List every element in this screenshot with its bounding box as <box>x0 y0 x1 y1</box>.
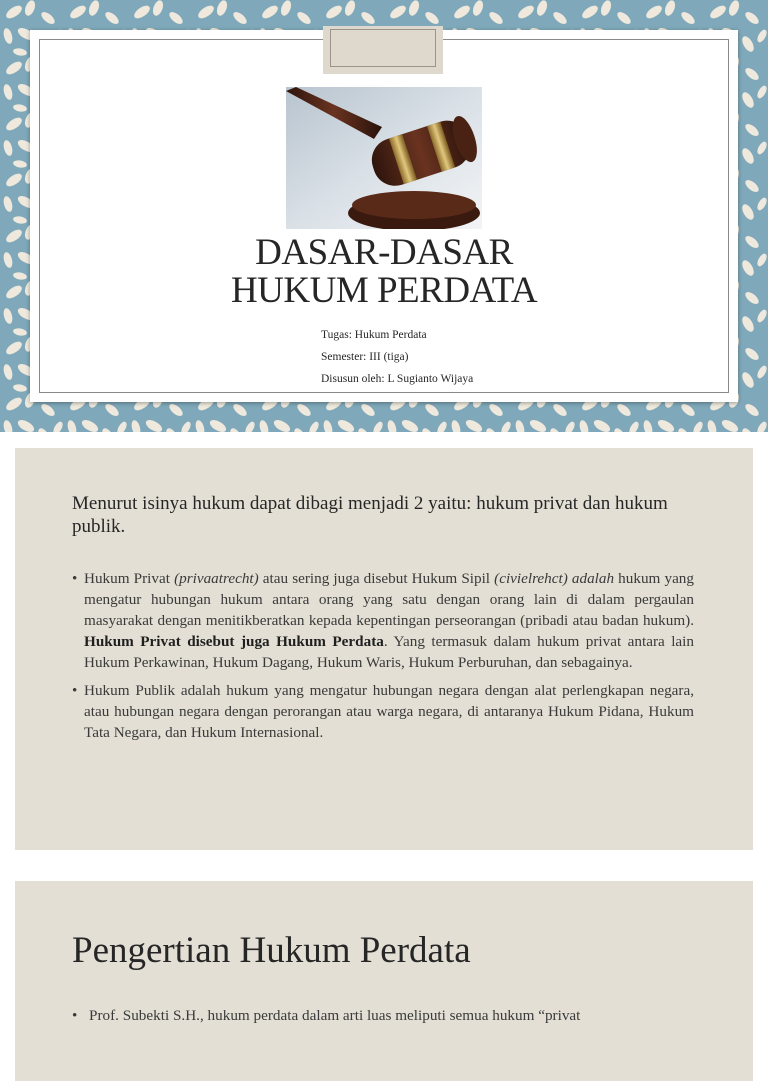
bullet1-italic-1: (privaatrecht) <box>174 570 259 587</box>
slide-pengertian-hukum-perdata <box>15 881 753 1081</box>
slide3-bullet-text: Prof. Subekti S.H., hukum perdata dalam arti luas meliputi semua hukum “privat <box>89 1007 581 1024</box>
title-line-2: HUKUM PERDATA <box>230 270 538 311</box>
title-meta <box>321 324 621 390</box>
gavel-image <box>286 87 482 229</box>
slide3-bullet-subekti <box>72 1005 711 1026</box>
meta-semester: Semester: III (tiga) <box>321 351 409 363</box>
bullet1-text-3: hukum yang mengatur hubungan hukum antara orang yang satu dengan orang lain di dalam pergaulan masyarakat dengan menitikberatkan kepada kepentingan perseorangan (pribadi atau badan hukum). <box>84 570 694 629</box>
bullet-marker: • <box>72 570 78 587</box>
bullet-marker: • <box>72 1007 78 1024</box>
bullet-marker: • <box>72 682 78 699</box>
meta-tugas: Tugas: Hukum Perdata <box>321 329 427 341</box>
bullet1-text-1: Hukum Privat <box>84 570 175 587</box>
bullet1-text-2: atau sering juga disebut Hukum Sipil <box>258 570 495 587</box>
slide3-heading: Pengertian Hukum Perdata <box>72 930 471 971</box>
slide-hukum-privat-publik <box>15 448 753 850</box>
bullet-hukum-publik <box>72 680 694 743</box>
presentation-title <box>150 234 618 310</box>
bullet-hukum-privat <box>72 568 694 673</box>
bullet1-text-4: . Yang termasuk dalam hukum privat antara lain Hukum Perkawinan, Hukum Dagang, Hukum Waris, Hukum Perburuhan, dan sebagainya. <box>84 633 694 671</box>
bullet1-bold: Hukum Privat disebut juga Hukum Perdata <box>84 633 384 650</box>
title-tab-frame <box>330 29 436 67</box>
slide2-lead-text: Menurut isinya hukum dapat dibagi menjadi 2 yaitu: hukum privat dan hukum publik. <box>72 493 668 537</box>
meta-author: Disusun oleh: L Sugianto Wijaya <box>321 373 474 385</box>
title-slide <box>0 0 768 432</box>
slide2-bullet-list <box>72 568 694 743</box>
title-tab <box>323 26 443 74</box>
bullet1-italic-2: (civielrehct) adalah <box>494 570 615 587</box>
bullet2-text: Hukum Publik adalah hukum yang mengatur hubungan negara dengan alat perlengkapan negara, atau hubungan negara dengan perorangan atau warga negara, di antaranya Hukum Pidana, Hukum Tata Negara, dan Hukum Internasional. <box>84 682 694 741</box>
title-line-1: DASAR-DASAR <box>255 232 513 273</box>
